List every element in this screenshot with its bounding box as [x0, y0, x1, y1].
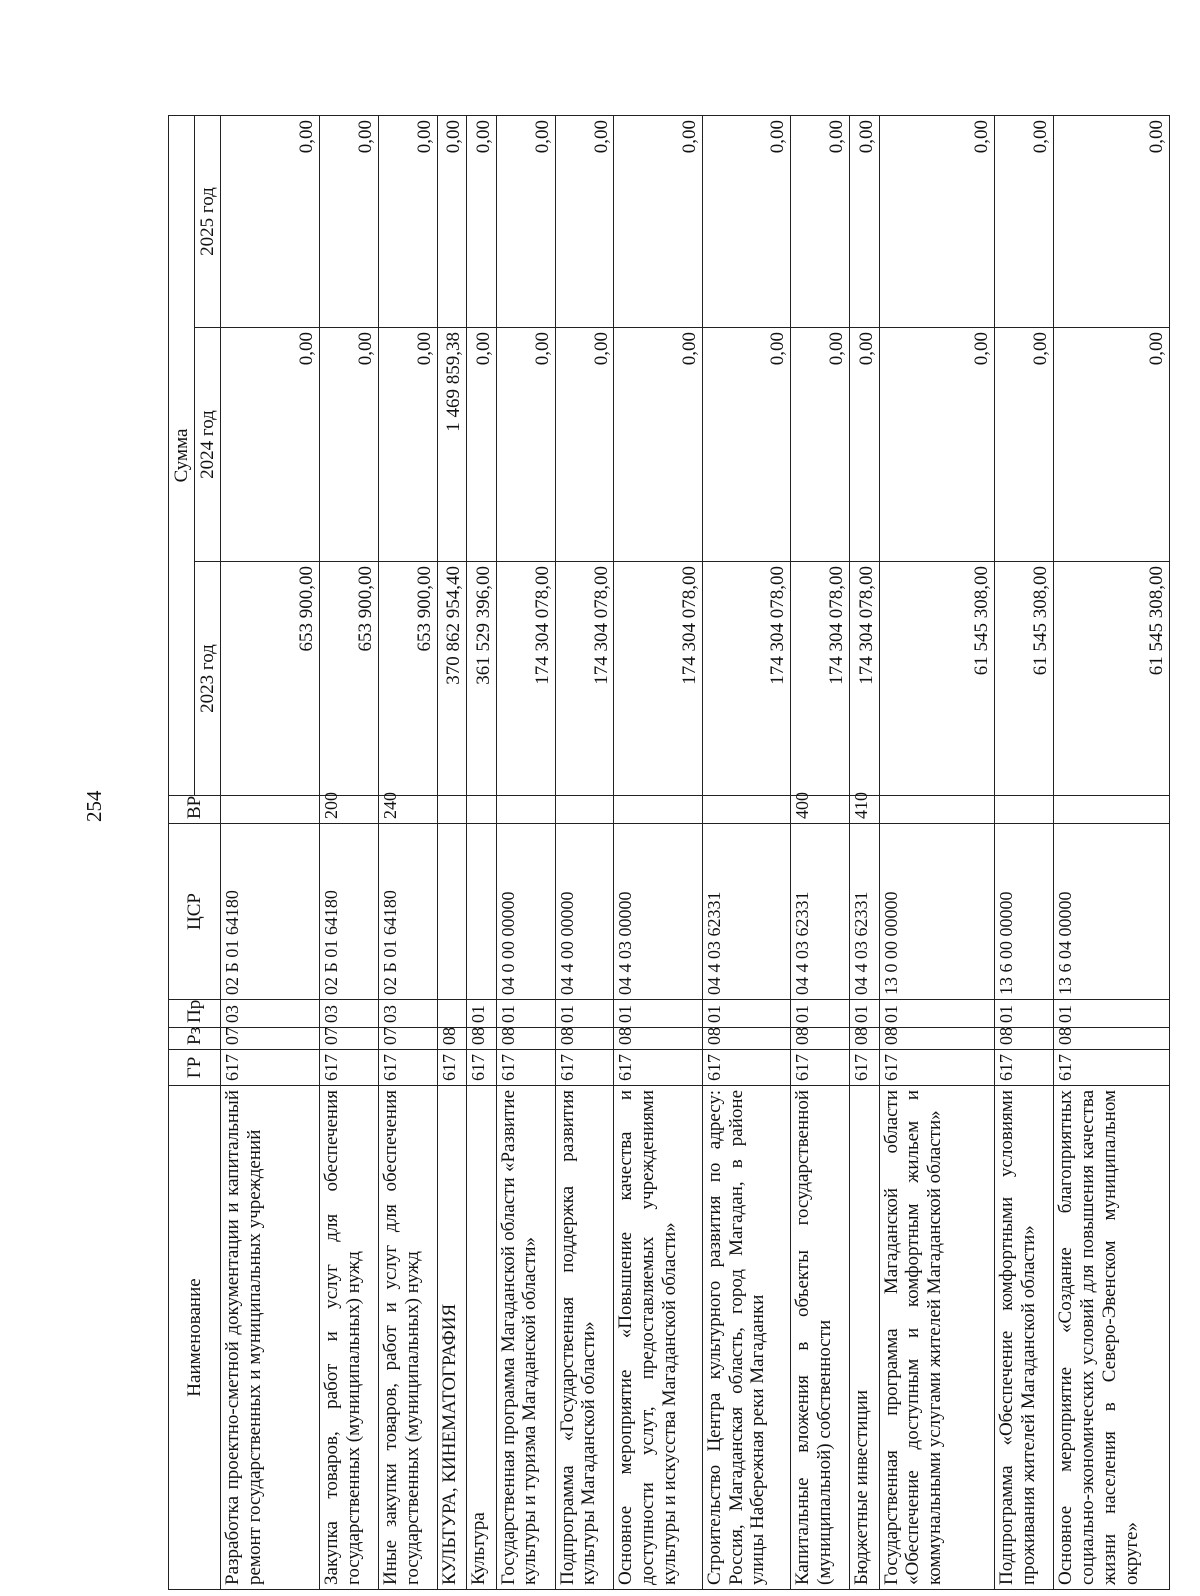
row-vr: 240 [378, 796, 437, 824]
row-2023: 174 304 078,00 [791, 562, 850, 796]
row-2024: 0,00 [850, 328, 879, 562]
row-name: Бюджетные инвестиции [850, 1086, 879, 1590]
row-pr: 01 [850, 1000, 879, 1028]
row-name: Основное мероприятие «Повышение качества и доступности услут, предоставляемых учреждениями культуры и искусства Магаданской области» [614, 1086, 702, 1590]
row-name: Разработка проектно-сметной документации и капитальный ремонт государственных и муниципальных учреждений [221, 1086, 320, 1590]
row-rz: 08 [467, 1028, 496, 1050]
row-gr: 617 [995, 1050, 1054, 1086]
row-name: Государственная программа Магаданской области «Развитие культуры и туризма Магаданской области» [496, 1086, 555, 1590]
row-2025: 0,00 [221, 116, 320, 328]
header-2025: 2025 год [195, 116, 221, 328]
row-csr: 04 4 03 62331 [791, 824, 850, 1000]
row-vr: 400 [791, 796, 850, 824]
row-2023: 174 304 078,00 [496, 562, 555, 796]
row-2024: 0,00 [995, 328, 1054, 562]
row-rz: 08 [1054, 1028, 1170, 1050]
row-csr: 04 4 00 00000 [555, 824, 614, 1000]
row-gr: 617 [467, 1050, 496, 1086]
table-row [879, 116, 995, 1590]
row-name: Закупка товаров, работ и услуг для обеспечения государственных (муниципальных) нужд [319, 1086, 378, 1590]
table-row [614, 116, 702, 1590]
row-2023: 61 545 308,00 [1054, 562, 1170, 796]
row-2025: 0,00 [614, 116, 702, 328]
row-name: Основное мероприятие «Создание благоприятных социально-экономических условий для повышения качества жизни населения в Северо-Эвенском муниципальном округе» [1054, 1086, 1170, 1590]
row-2025: 0,00 [850, 116, 879, 328]
row-gr: 617 [319, 1050, 378, 1086]
row-gr: 617 [378, 1050, 437, 1086]
row-gr: 617 [221, 1050, 320, 1086]
header-name: Наименование [169, 1086, 221, 1590]
row-2024: 0,00 [879, 328, 995, 562]
row-vr [496, 796, 555, 824]
row-pr: 03 [319, 1000, 378, 1028]
row-gr: 617 [879, 1050, 995, 1086]
header-2023: 2023 год [195, 562, 221, 796]
row-pr [437, 1000, 466, 1028]
row-2024: 1 469 859,38 [437, 328, 466, 562]
row-pr: 01 [496, 1000, 555, 1028]
budget-table-rotated [168, 116, 1170, 1590]
row-2024: 0,00 [221, 328, 320, 562]
row-csr: 02 Б 01 64180 [319, 824, 378, 1000]
header-sum: Сумма [169, 116, 195, 796]
row-vr [555, 796, 614, 824]
row-pr: 01 [1054, 1000, 1170, 1028]
row-gr: 617 [1054, 1050, 1170, 1086]
row-rz: 08 [496, 1028, 555, 1050]
row-name: КУЛЬТУРА, КИНЕМАТОГРАФИЯ [437, 1086, 466, 1590]
row-rz: 08 [437, 1028, 466, 1050]
budget-table [168, 115, 1170, 1590]
row-gr: 617 [850, 1050, 879, 1086]
row-2024: 0,00 [555, 328, 614, 562]
row-2023: 361 529 396,00 [467, 562, 496, 796]
row-gr: 617 [791, 1050, 850, 1086]
row-csr [437, 824, 466, 1000]
row-2023: 174 304 078,00 [614, 562, 702, 796]
row-vr [879, 796, 995, 824]
table-row [702, 116, 790, 1590]
table-row [850, 116, 879, 1590]
row-2023: 653 900,00 [221, 562, 320, 796]
row-name: Строительство Центра культурного развития по адресу: Россия, Магаданская область, город Магадан, в районе улицы Набережная реки Магаданки [702, 1086, 790, 1590]
row-2025: 0,00 [1054, 116, 1170, 328]
row-2024: 0,00 [791, 328, 850, 562]
row-pr: 01 [879, 1000, 995, 1028]
row-vr [702, 796, 790, 824]
row-vr: 410 [850, 796, 879, 824]
table-row [437, 116, 466, 1590]
row-gr: 617 [555, 1050, 614, 1086]
row-name: Культура [467, 1086, 496, 1590]
row-name: Государственная программа Магаданской области «Обеспечение доступным и комфортным жильем и коммунальными услугами жителей Магаданской области» [879, 1086, 995, 1590]
header-pr: Пр [169, 1000, 221, 1028]
row-2024: 0,00 [614, 328, 702, 562]
header-vr: ВР [169, 796, 221, 824]
row-pr: 01 [995, 1000, 1054, 1028]
row-name: Подпрограмма «Обеспечение комфортными условиями проживания жителей Магаданской области» [995, 1086, 1054, 1590]
table-row [221, 116, 320, 1590]
row-gr: 617 [437, 1050, 466, 1086]
row-name: Капитальные вложения в объекты государственной (муниципальной) собственности [791, 1086, 850, 1590]
row-vr: 200 [319, 796, 378, 824]
row-2023: 174 304 078,00 [555, 562, 614, 796]
row-csr: 04 4 03 00000 [614, 824, 702, 1000]
row-2023: 370 862 954,40 [437, 562, 466, 796]
table-row [467, 116, 496, 1590]
row-vr [995, 796, 1054, 824]
row-2024: 0,00 [702, 328, 790, 562]
row-rz: 07 [319, 1028, 378, 1050]
table-row [791, 116, 850, 1590]
row-vr [221, 796, 320, 824]
row-vr [614, 796, 702, 824]
row-pr: 01 [555, 1000, 614, 1028]
row-csr: 04 4 03 62331 [850, 824, 879, 1000]
row-2024: 0,00 [319, 328, 378, 562]
row-csr: 13 6 00 00000 [995, 824, 1054, 1000]
row-2024: 0,00 [1054, 328, 1170, 562]
row-2023: 174 304 078,00 [702, 562, 790, 796]
row-rz: 08 [702, 1028, 790, 1050]
row-2024: 0,00 [378, 328, 437, 562]
row-csr: 04 4 03 62331 [702, 824, 790, 1000]
row-rz: 08 [850, 1028, 879, 1050]
row-2023: 61 545 308,00 [879, 562, 995, 796]
row-2023: 653 900,00 [319, 562, 378, 796]
row-2025: 0,00 [319, 116, 378, 328]
row-2025: 0,00 [467, 116, 496, 328]
row-rz: 08 [879, 1028, 995, 1050]
page-number: 254 [82, 790, 106, 822]
row-2023: 653 900,00 [378, 562, 437, 796]
table-row [1054, 116, 1170, 1590]
row-csr: 04 0 00 00000 [496, 824, 555, 1000]
row-vr [437, 796, 466, 824]
row-rz: 08 [555, 1028, 614, 1050]
row-2025: 0,00 [702, 116, 790, 328]
row-2025: 0,00 [995, 116, 1054, 328]
row-rz: 07 [221, 1028, 320, 1050]
row-gr: 617 [496, 1050, 555, 1086]
row-vr [467, 796, 496, 824]
row-2024: 0,00 [467, 328, 496, 562]
row-rz: 08 [791, 1028, 850, 1050]
row-pr: 03 [221, 1000, 320, 1028]
header-csr: ЦСР [169, 824, 221, 1000]
row-2025: 0,00 [791, 116, 850, 328]
table-row [378, 116, 437, 1590]
row-2023: 174 304 078,00 [850, 562, 879, 796]
row-rz: 07 [378, 1028, 437, 1050]
table-row [555, 116, 614, 1590]
row-2025: 0,00 [496, 116, 555, 328]
row-csr [467, 824, 496, 1000]
row-vr [1054, 796, 1170, 824]
header-rz: Рз [169, 1028, 221, 1050]
row-rz: 08 [614, 1028, 702, 1050]
row-name: Подпрограмма «Государственная поддержка развития культуры Магаданской области» [555, 1086, 614, 1590]
table-row [319, 116, 378, 1590]
row-pr: 01 [467, 1000, 496, 1028]
row-csr: 02 Б 01 64180 [221, 824, 320, 1000]
row-pr: 03 [378, 1000, 437, 1028]
row-rz: 08 [995, 1028, 1054, 1050]
row-csr: 02 Б 01 64180 [378, 824, 437, 1000]
row-2025: 0,00 [378, 116, 437, 328]
row-gr: 617 [702, 1050, 790, 1086]
row-2025: 0,00 [879, 116, 995, 328]
row-pr: 01 [702, 1000, 790, 1028]
table-row [496, 116, 555, 1590]
header-2024: 2024 год [195, 328, 221, 562]
row-2025: 0,00 [555, 116, 614, 328]
row-2025: 0,00 [437, 116, 466, 328]
row-name: Иные закупки товаров, работ и услуг для обеспечения государственных (муниципальных) нужд [378, 1086, 437, 1590]
row-pr: 01 [791, 1000, 850, 1028]
row-csr: 13 0 00 00000 [879, 824, 995, 1000]
row-2024: 0,00 [496, 328, 555, 562]
row-2023: 61 545 308,00 [995, 562, 1054, 796]
row-csr: 13 6 04 00000 [1054, 824, 1170, 1000]
table-row [995, 116, 1054, 1590]
row-gr: 617 [614, 1050, 702, 1086]
row-pr: 01 [614, 1000, 702, 1028]
header-gr: ГР [169, 1050, 221, 1086]
